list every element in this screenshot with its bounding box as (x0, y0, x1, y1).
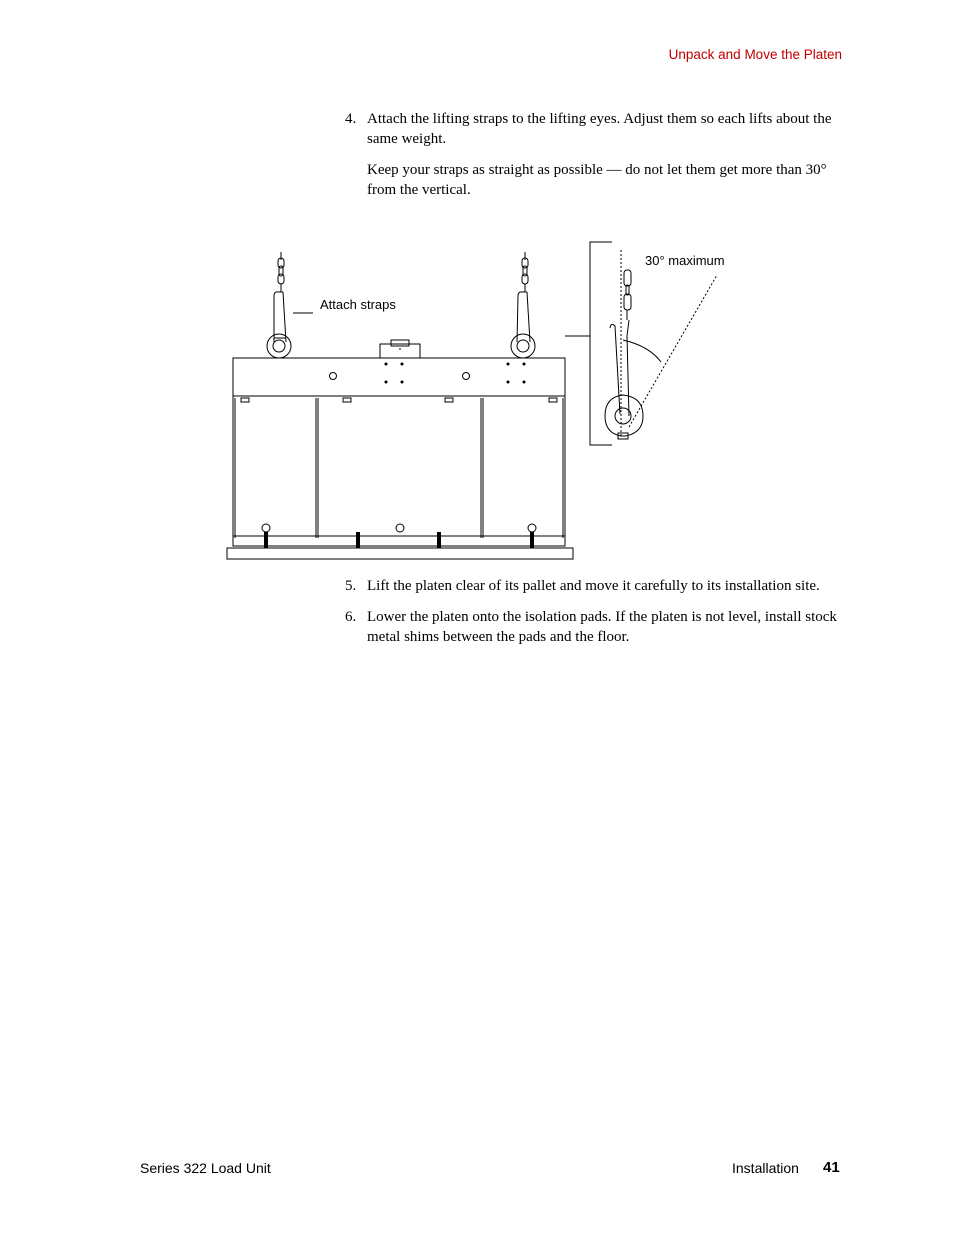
step-text: Lift the platen clear of its pallet and move it carefully to its installation site. (367, 578, 820, 594)
step-6 (345, 607, 845, 647)
left-chain (274, 252, 284, 296)
footer-section: Installation (732, 1160, 799, 1176)
pallet (227, 548, 573, 559)
right-chain (518, 252, 528, 296)
attach-straps-label: Attach straps (320, 297, 396, 312)
step-4 (345, 109, 845, 149)
angle-max-label: 30° maximum (645, 253, 725, 268)
left-strap (267, 292, 291, 358)
step-number: 6. (345, 609, 357, 625)
step-text: Attach the lifting straps to the lifting eyes. Adjust them so each lifts about the same weight. (367, 111, 832, 147)
platen-top-beam (233, 358, 565, 396)
lifting-diagram (225, 240, 845, 565)
step-5 (345, 576, 845, 596)
running-header: Unpack and Move the Platen (668, 47, 842, 62)
detail-bracket (590, 242, 612, 445)
page-number: 41 (823, 1159, 840, 1176)
top-mount-plate (380, 340, 420, 358)
footer-doc-title: Series 322 Load Unit (140, 1160, 271, 1176)
angle-detail (605, 250, 717, 439)
step-number: 5. (345, 578, 357, 594)
step-4-note: Keep your straps as straight as possible — do not let them get more than 30° from the vertical. (367, 162, 827, 198)
step-number: 4. (345, 111, 357, 127)
right-strap (511, 292, 535, 358)
step-text: Lower the platen onto the isolation pads. If the platen is not level, install stock metal shims between the pads and the floor. (367, 609, 837, 645)
platen-body (233, 396, 565, 546)
